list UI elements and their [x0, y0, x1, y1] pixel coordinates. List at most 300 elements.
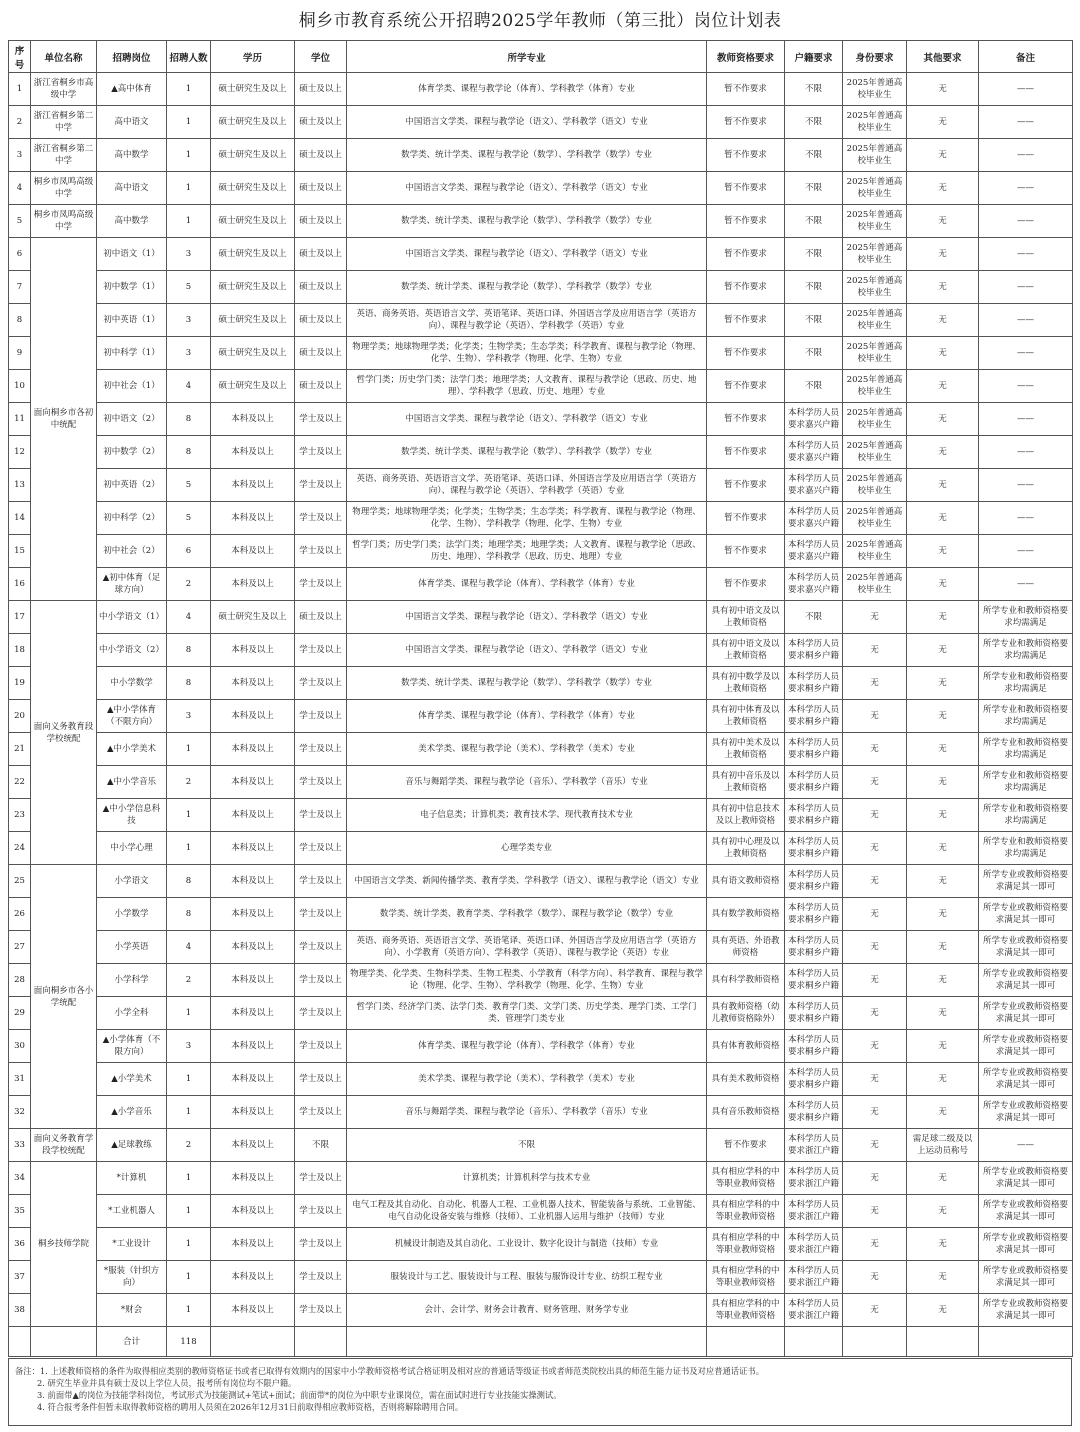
cert-cell: 具有科学教师资格 [707, 964, 785, 997]
identity-cell: 无 [843, 997, 907, 1030]
major-cell: 体育学类、课程与教学论（体育）、学科教学（体育）专业 [347, 700, 707, 733]
major-cell: 英语、商务英语、英语语言文学、英语笔译、英语口译、外国语言学及应用语言学（英语方向）、课程与教学论（英语）、学科教学（英语）专业 [347, 304, 707, 337]
edu-cell: 本科及以上 [211, 667, 295, 700]
row-number-cell: 2 [9, 106, 31, 139]
remark-cell: 所学专业或教师资格要求满足其一即可 [979, 1228, 1073, 1261]
cert-cell: 暂不作要求 [707, 469, 785, 502]
edu-cell: 硕士研究生及以上 [211, 370, 295, 403]
unit-name-cell: 浙江省桐乡第二中学 [31, 106, 97, 139]
other-cell: 无 [907, 535, 979, 568]
cert-cell: 具有体育教师资格 [707, 1030, 785, 1063]
header-cell: 备注 [979, 41, 1073, 73]
cert-cell: 具有初中体育及以上教师资格 [707, 700, 785, 733]
table-row [9, 667, 1073, 700]
hukou-cell: 本科学历人员要求桐乡户籍 [785, 733, 843, 766]
unit-name-cell: 面向桐乡市各小学统配 [31, 865, 97, 1129]
remark-cell: —— [979, 469, 1073, 502]
edu-cell: 本科及以上 [211, 766, 295, 799]
cert-cell: 具有初中语文及以上教师资格 [707, 634, 785, 667]
other-cell: 无 [907, 271, 979, 304]
header-cell: 序号 [9, 41, 31, 73]
num-cell: 1 [167, 172, 211, 205]
other-cell: 无 [907, 238, 979, 271]
num-cell: 6 [167, 535, 211, 568]
row-number-cell: 28 [9, 964, 31, 997]
major-cell: 哲学门类；历史学门类；法学门类；地理学类；地理学类；人文教育、课程与教学论（思政、历史、地理）、学科教学（思政、历史、地理）专业 [347, 535, 707, 568]
other-cell: 无 [907, 337, 979, 370]
other-cell: 无 [907, 865, 979, 898]
cert-cell: 具有初中数学及以上教师资格 [707, 667, 785, 700]
identity-cell: 无 [843, 931, 907, 964]
other-cell: 无 [907, 1294, 979, 1327]
table-row [9, 1030, 1073, 1063]
edu-cell: 本科及以上 [211, 1030, 295, 1063]
remark-cell: —— [979, 502, 1073, 535]
header-cell: 单位名称 [31, 41, 97, 73]
header-cell: 身份要求 [843, 41, 907, 73]
empty-cell [785, 1327, 843, 1357]
post-cell: ▲足球教练 [97, 1129, 167, 1162]
cert-cell: 暂不作要求 [707, 568, 785, 601]
deg-cell: 学士及以上 [295, 568, 347, 601]
major-cell: 中国语言文学类、课程与教学论（语文）、学科教学（语文）专业 [347, 634, 707, 667]
identity-cell: 无 [843, 700, 907, 733]
cert-cell: 具有相应学科的中等职业教师资格 [707, 1162, 785, 1195]
identity-cell: 2025年普通高校毕业生 [843, 469, 907, 502]
table-row [9, 73, 1073, 106]
post-cell: 初中社会（1） [97, 370, 167, 403]
deg-cell: 硕士及以上 [295, 238, 347, 271]
deg-cell: 硕士及以上 [295, 601, 347, 634]
row-number-cell: 13 [9, 469, 31, 502]
row-number-cell: 16 [9, 568, 31, 601]
page-title: 桐乡市教育系统公开招聘2025学年教师（第三批）岗位计划表 [298, 11, 782, 31]
identity-cell: 2025年普通高校毕业生 [843, 238, 907, 271]
post-cell: ▲中小学音乐 [97, 766, 167, 799]
num-cell: 8 [167, 865, 211, 898]
total-label-cell: 合计 [97, 1327, 167, 1357]
table-row [9, 832, 1073, 865]
empty-cell [843, 1327, 907, 1357]
empty-cell [295, 1327, 347, 1357]
hukou-cell: 不限 [785, 73, 843, 106]
table-row [9, 997, 1073, 1030]
num-cell: 8 [167, 403, 211, 436]
table-row [9, 733, 1073, 766]
num-cell: 4 [167, 931, 211, 964]
major-cell: 数学类、统计学类、课程与教学论（数学）、学科教学（数学）专业 [347, 139, 707, 172]
post-cell: 中小学语文（1） [97, 601, 167, 634]
table-row [9, 139, 1073, 172]
other-cell: 无 [907, 370, 979, 403]
remark-cell: 所学专业和教师资格要求均需满足 [979, 667, 1073, 700]
table-row [9, 304, 1073, 337]
identity-cell: 2025年普通高校毕业生 [843, 535, 907, 568]
edu-cell: 本科及以上 [211, 634, 295, 667]
row-number-cell: 33 [9, 1129, 31, 1162]
post-cell: ▲小学美术 [97, 1063, 167, 1096]
num-cell: 3 [167, 238, 211, 271]
identity-cell: 无 [843, 865, 907, 898]
empty-cell [9, 1327, 31, 1357]
post-cell: 初中英语（1） [97, 304, 167, 337]
cert-cell: 暂不作要求 [707, 535, 785, 568]
major-cell: 服装设计与工艺、服装设计与工程、服装与服饰设计专业、纺织工程专业 [347, 1261, 707, 1294]
header-cell: 学位 [295, 41, 347, 73]
major-cell: 中国语言文学类、课程与教学论（语文）、学科教学（语文）专业 [347, 403, 707, 436]
post-cell: *工业设计 [97, 1228, 167, 1261]
identity-cell: 无 [843, 634, 907, 667]
remark-cell: 所学专业或教师资格要求满足其一即可 [979, 1195, 1073, 1228]
hukou-cell: 本科学历人员要求嘉兴户籍 [785, 535, 843, 568]
row-number-cell: 23 [9, 799, 31, 832]
deg-cell: 学士及以上 [295, 865, 347, 898]
identity-cell: 2025年普通高校毕业生 [843, 502, 907, 535]
identity-cell: 2025年普通高校毕业生 [843, 304, 907, 337]
other-cell: 无 [907, 1261, 979, 1294]
remark-cell: 所学专业或教师资格要求满足其一即可 [979, 1294, 1073, 1327]
cert-cell: 具有语文教师资格 [707, 865, 785, 898]
deg-cell: 学士及以上 [295, 733, 347, 766]
remark-cell: 所学专业或教师资格要求满足其一即可 [979, 865, 1073, 898]
table-row [9, 502, 1073, 535]
edu-cell: 本科及以上 [211, 832, 295, 865]
table-row [9, 931, 1073, 964]
post-cell: 初中数学（2） [97, 436, 167, 469]
identity-cell: 无 [843, 601, 907, 634]
remark-cell: —— [979, 172, 1073, 205]
post-cell: 小学语文 [97, 865, 167, 898]
major-cell: 数学类、统计学类、课程与教学论（数学）、学科教学（数学）专业 [347, 271, 707, 304]
recruitment-table [8, 40, 1073, 1357]
deg-cell: 硕士及以上 [295, 139, 347, 172]
remark-cell: —— [979, 370, 1073, 403]
hukou-cell: 本科学历人员要求桐乡户籍 [785, 799, 843, 832]
remark-cell: 所学专业或教师资格要求满足其一即可 [979, 898, 1073, 931]
other-cell: 无 [907, 1228, 979, 1261]
post-cell: ▲中小学体育（不限方向） [97, 700, 167, 733]
edu-cell: 硕士研究生及以上 [211, 172, 295, 205]
table-row [9, 964, 1073, 997]
row-number-cell: 18 [9, 634, 31, 667]
major-cell: 中国语言文学类、课程与教学论（语文）、学科教学（语文）专业 [347, 238, 707, 271]
hukou-cell: 本科学历人员要求桐乡户籍 [785, 898, 843, 931]
num-cell: 1 [167, 1294, 211, 1327]
edu-cell: 本科及以上 [211, 865, 295, 898]
unit-name-cell: 桐乡市凤鸣高级中学 [31, 172, 97, 205]
major-cell: 美术学类、课程与教学论（美术）、学科教学（美术）专业 [347, 1063, 707, 1096]
other-cell: 无 [907, 172, 979, 205]
hukou-cell: 不限 [785, 238, 843, 271]
row-number-cell: 11 [9, 403, 31, 436]
edu-cell: 硕士研究生及以上 [211, 601, 295, 634]
hukou-cell: 本科学历人员要求浙江户籍 [785, 1195, 843, 1228]
major-cell: 计算机类；计算机科学与技术专业 [347, 1162, 707, 1195]
remark-cell: —— [979, 271, 1073, 304]
identity-cell: 2025年普通高校毕业生 [843, 205, 907, 238]
num-cell: 1 [167, 73, 211, 106]
post-cell: *服装（针织方向） [97, 1261, 167, 1294]
row-number-cell: 24 [9, 832, 31, 865]
major-cell: 哲学门类、经济学门类、法学门类、教育学门类、文学门类、历史学类、理学门类、工学门类、管理学门类专业 [347, 997, 707, 1030]
identity-cell: 2025年普通高校毕业生 [843, 337, 907, 370]
hukou-cell: 本科学历人员要求嘉兴户籍 [785, 568, 843, 601]
deg-cell: 学士及以上 [295, 667, 347, 700]
deg-cell: 硕士及以上 [295, 172, 347, 205]
hukou-cell: 本科学历人员要求桐乡户籍 [785, 931, 843, 964]
row-number-cell: 22 [9, 766, 31, 799]
deg-cell: 学士及以上 [295, 1261, 347, 1294]
other-cell: 无 [907, 73, 979, 106]
hukou-cell: 不限 [785, 370, 843, 403]
identity-cell: 无 [843, 1162, 907, 1195]
table-row [9, 337, 1073, 370]
hukou-cell: 本科学历人员要求桐乡户籍 [785, 865, 843, 898]
post-cell: 高中语文 [97, 172, 167, 205]
cert-cell: 暂不作要求 [707, 403, 785, 436]
other-cell: 无 [907, 139, 979, 172]
row-number-cell: 27 [9, 931, 31, 964]
other-cell: 无 [907, 1195, 979, 1228]
edu-cell: 本科及以上 [211, 469, 295, 502]
edu-cell: 硕士研究生及以上 [211, 271, 295, 304]
edu-cell: 本科及以上 [211, 997, 295, 1030]
deg-cell: 硕士及以上 [295, 337, 347, 370]
other-cell: 无 [907, 1096, 979, 1129]
num-cell: 1 [167, 1195, 211, 1228]
table-row [9, 436, 1073, 469]
cert-cell: 具有初中心理及以上教师资格 [707, 832, 785, 865]
row-number-cell: 7 [9, 271, 31, 304]
major-cell: 英语、商务英语、英语语言文学、英语笔译、英语口译、外国语言学及应用语言学（英语方向）、小学教育（英语方向）、学科教学（英语）、课程与教学论（英语）专业 [347, 931, 707, 964]
edu-cell: 硕士研究生及以上 [211, 106, 295, 139]
hukou-cell: 本科学历人员要求桐乡户籍 [785, 1030, 843, 1063]
num-cell: 8 [167, 898, 211, 931]
remark-cell: —— [979, 436, 1073, 469]
table-row [9, 271, 1073, 304]
remark-cell: —— [979, 337, 1073, 370]
other-cell: 无 [907, 634, 979, 667]
remark-cell: 所学专业和教师资格要求均需满足 [979, 766, 1073, 799]
hukou-cell: 不限 [785, 601, 843, 634]
other-cell: 需足球二级及以上运动员称号 [907, 1129, 979, 1162]
other-cell: 无 [907, 1030, 979, 1063]
empty-cell [979, 1327, 1073, 1357]
row-number-cell: 8 [9, 304, 31, 337]
other-cell: 无 [907, 898, 979, 931]
identity-cell: 无 [843, 766, 907, 799]
major-cell: 心理学类专业 [347, 832, 707, 865]
table-row [9, 799, 1073, 832]
row-number-cell: 36 [9, 1228, 31, 1261]
remark-cell: —— [979, 1129, 1073, 1162]
num-cell: 4 [167, 370, 211, 403]
major-cell: 物理学类；地球物理学类；化学类；生物学类；生态学类；科学教育、课程与教学论（物理、化学、生物）、学科教学（物理、化学、生物）专业 [347, 337, 707, 370]
table-row [9, 568, 1073, 601]
cert-cell: 具有数学教师资格 [707, 898, 785, 931]
row-number-cell: 29 [9, 997, 31, 1030]
hukou-cell: 本科学历人员要求桐乡户籍 [785, 1063, 843, 1096]
post-cell: ▲高中体育 [97, 73, 167, 106]
major-cell: 体育学类、课程与教学论（体育）、学科教学（体育）专业 [347, 1030, 707, 1063]
deg-cell: 学士及以上 [295, 700, 347, 733]
remark-cell: 所学专业或教师资格要求满足其一即可 [979, 1030, 1073, 1063]
unit-name-cell: 桐乡技师学院 [31, 1162, 97, 1327]
hukou-cell: 不限 [785, 337, 843, 370]
other-cell: 无 [907, 700, 979, 733]
table-row [9, 766, 1073, 799]
post-cell: 中小学语文（2） [97, 634, 167, 667]
row-number-cell: 19 [9, 667, 31, 700]
deg-cell: 学士及以上 [295, 1294, 347, 1327]
cert-cell: 具有音乐教师资格 [707, 1096, 785, 1129]
deg-cell: 硕士及以上 [295, 106, 347, 139]
total-count-cell: 118 [167, 1327, 211, 1357]
num-cell: 1 [167, 205, 211, 238]
post-cell: 初中英语（2） [97, 469, 167, 502]
table-row [9, 1228, 1073, 1261]
deg-cell: 学士及以上 [295, 964, 347, 997]
identity-cell: 2025年普通高校毕业生 [843, 568, 907, 601]
post-cell: ▲小学音乐 [97, 1096, 167, 1129]
header-cell: 所学专业 [347, 41, 707, 73]
remark-cell: 所学专业和教师资格要求均需满足 [979, 700, 1073, 733]
cert-cell: 暂不作要求 [707, 172, 785, 205]
major-cell: 数学类、统计学类、课程与教学论（数学）、学科教学（数学）专业 [347, 436, 707, 469]
deg-cell: 硕士及以上 [295, 73, 347, 106]
major-cell: 体育学类、课程与教学论（体育）、学科教学（体育）专业 [347, 73, 707, 106]
table-row [9, 1063, 1073, 1096]
cert-cell: 暂不作要求 [707, 1129, 785, 1162]
other-cell: 无 [907, 403, 979, 436]
table-header-row [9, 41, 1073, 73]
table-row [9, 205, 1073, 238]
post-cell: 初中科学（2） [97, 502, 167, 535]
edu-cell: 硕士研究生及以上 [211, 73, 295, 106]
row-number-cell: 21 [9, 733, 31, 766]
other-cell: 无 [907, 667, 979, 700]
num-cell: 5 [167, 271, 211, 304]
table-row [9, 106, 1073, 139]
remark-cell: —— [979, 568, 1073, 601]
major-cell: 数学类、统计学类、课程与教学论（数学）、学科教学（数学）专业 [347, 667, 707, 700]
edu-cell: 本科及以上 [211, 535, 295, 568]
row-number-cell: 10 [9, 370, 31, 403]
edu-cell: 本科及以上 [211, 1129, 295, 1162]
row-number-cell: 26 [9, 898, 31, 931]
deg-cell: 学士及以上 [295, 1162, 347, 1195]
other-cell: 无 [907, 205, 979, 238]
row-number-cell: 17 [9, 601, 31, 634]
remark-cell: 所学专业或教师资格要求满足其一即可 [979, 1063, 1073, 1096]
row-number-cell: 37 [9, 1261, 31, 1294]
hukou-cell: 本科学历人员要求嘉兴户籍 [785, 436, 843, 469]
deg-cell: 硕士及以上 [295, 370, 347, 403]
deg-cell: 学士及以上 [295, 535, 347, 568]
remark-cell: 所学专业或教师资格要求满足其一即可 [979, 997, 1073, 1030]
num-cell: 3 [167, 1030, 211, 1063]
row-number-cell: 31 [9, 1063, 31, 1096]
hukou-cell: 本科学历人员要求浙江户籍 [785, 1129, 843, 1162]
table-row [9, 1096, 1073, 1129]
cert-cell: 具有初中音乐及以上教师资格 [707, 766, 785, 799]
post-cell: 小学英语 [97, 931, 167, 964]
edu-cell: 硕士研究生及以上 [211, 205, 295, 238]
row-number-cell: 5 [9, 205, 31, 238]
hukou-cell: 不限 [785, 271, 843, 304]
deg-cell: 学士及以上 [295, 799, 347, 832]
header-cell: 招聘岗位 [97, 41, 167, 73]
row-number-cell: 38 [9, 1294, 31, 1327]
deg-cell: 学士及以上 [295, 766, 347, 799]
edu-cell: 本科及以上 [211, 436, 295, 469]
num-cell: 2 [167, 1129, 211, 1162]
row-number-cell: 20 [9, 700, 31, 733]
deg-cell: 学士及以上 [295, 469, 347, 502]
edu-cell: 本科及以上 [211, 568, 295, 601]
note-line: 4. 符合报考条件但暂未取得教师资格的聘用人员须在2026年12月31日前取得相应教师资格，否则将解除聘用合同。 [37, 1402, 464, 1412]
hukou-cell: 本科学历人员要求桐乡户籍 [785, 766, 843, 799]
remark-cell: —— [979, 238, 1073, 271]
num-cell: 1 [167, 1162, 211, 1195]
edu-cell: 本科及以上 [211, 799, 295, 832]
hukou-cell: 不限 [785, 172, 843, 205]
hukou-cell: 不限 [785, 106, 843, 139]
hukou-cell: 本科学历人员要求浙江户籍 [785, 1294, 843, 1327]
empty-cell [31, 1327, 97, 1357]
num-cell: 2 [167, 568, 211, 601]
post-cell: *财会 [97, 1294, 167, 1327]
identity-cell: 无 [843, 733, 907, 766]
table-row [9, 535, 1073, 568]
remark-cell: —— [979, 535, 1073, 568]
major-cell: 哲学门类；历史学门类；法学门类；地理学类；人文教育、课程与教学论（思政、历史、地理）、学科教学（思政、历史、地理）专业 [347, 370, 707, 403]
hukou-cell: 不限 [785, 304, 843, 337]
note-line: 备注：1. 上述教师资格的条件为取得相应类别的教师资格证书或者已取得有效期内的国家中小学教师资格考试合格证明及相对应的普通话等级证书或者师范类院校出具的师范生能力证书及对应普通话证书。 [15, 1366, 764, 1376]
remark-cell: 所学专业或教师资格要求满足其一即可 [979, 1096, 1073, 1129]
table-row [9, 370, 1073, 403]
identity-cell: 无 [843, 1228, 907, 1261]
post-cell: 初中语文（1） [97, 238, 167, 271]
empty-cell [211, 1327, 295, 1357]
other-cell: 无 [907, 1162, 979, 1195]
cert-cell: 具有初中语文及以上教师资格 [707, 601, 785, 634]
post-cell: 高中数学 [97, 139, 167, 172]
table-row [9, 1261, 1073, 1294]
cert-cell: 暂不作要求 [707, 370, 785, 403]
major-cell: 美术学类、课程与教学论（美术）、学科教学（美术）专业 [347, 733, 707, 766]
identity-cell: 无 [843, 1129, 907, 1162]
major-cell: 英语、商务英语、英语语言文学、英语笔译、英语口译、外国语言学及应用语言学（英语方向）、课程与教学论（英语）、学科教学（英语）专业 [347, 469, 707, 502]
unit-name-cell: 面向义务教育段学校统配 [31, 601, 97, 865]
edu-cell: 本科及以上 [211, 1294, 295, 1327]
post-cell: 初中科学（1） [97, 337, 167, 370]
cert-cell: 具有初中信息技术及以上教师资格 [707, 799, 785, 832]
row-number-cell: 3 [9, 139, 31, 172]
num-cell: 1 [167, 106, 211, 139]
other-cell: 无 [907, 766, 979, 799]
hukou-cell: 本科学历人员要求桐乡户籍 [785, 634, 843, 667]
table-row [9, 601, 1073, 634]
header-cell: 其他要求 [907, 41, 979, 73]
hukou-cell: 本科学历人员要求嘉兴户籍 [785, 469, 843, 502]
edu-cell: 本科及以上 [211, 931, 295, 964]
post-cell: 中小学心理 [97, 832, 167, 865]
other-cell: 无 [907, 502, 979, 535]
remark-cell: —— [979, 304, 1073, 337]
cert-cell: 暂不作要求 [707, 271, 785, 304]
edu-cell: 本科及以上 [211, 403, 295, 436]
